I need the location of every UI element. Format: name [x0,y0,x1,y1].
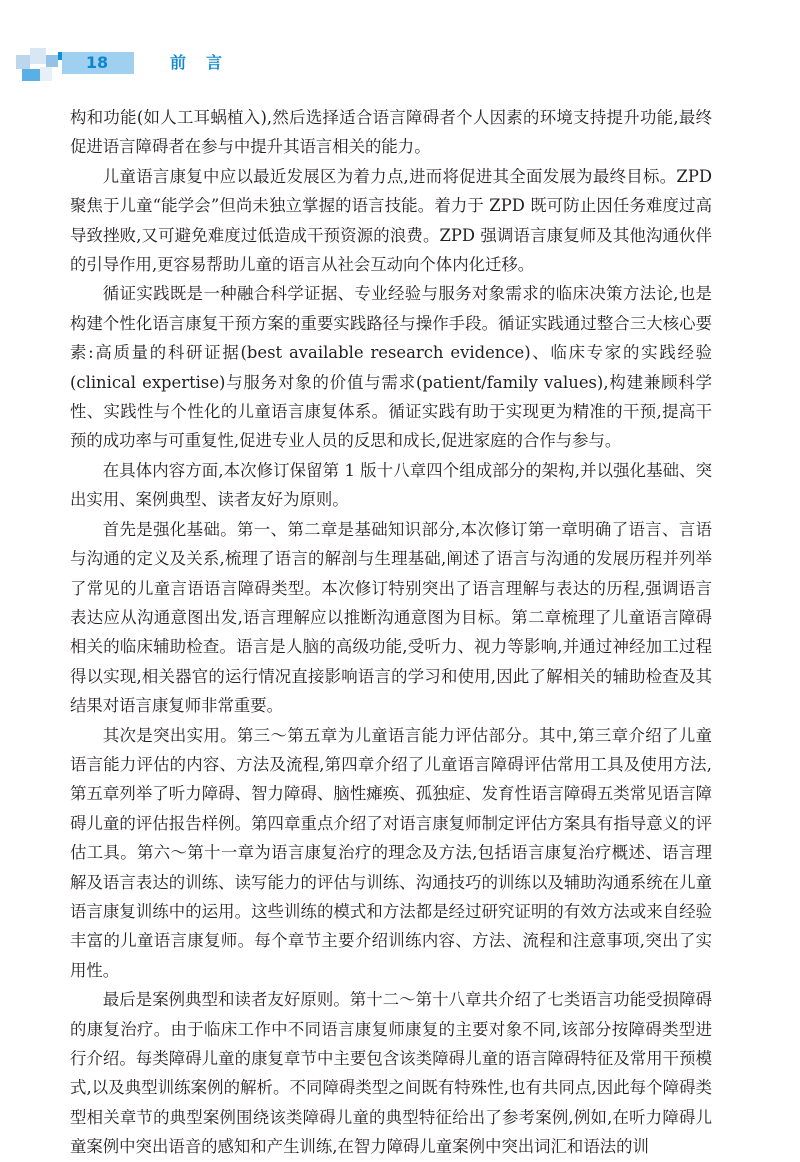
paragraph-evidence-based-practice: 循证实践既是一种融合科学证据、专业经验与服务对象需求的临床决策方法论,也是构建个性化语言康复干预方案的重要实践路径与操作手段。循证实践通过整合三大核心要素:高质量的科研证据(best available research evidence)、临床专家的实践经验(clinical expertise)与服务对象的价值与需求(patient/family values),构建兼顾科学性、实践性与个性化的儿童语言康复体系。循证实践有助于实现更为精准的干预,提高干预的成功率与可重复性,促进专业人员的反思和成长,促进家庭的合作与参与。 [70,284,712,451]
paragraph-revision-principles: 在具体内容方面,本次修订保留第 1 版十八章四个组成部分的架构,并以强化基础、突出实用、案例典型、读者友好为原则。 [70,460,712,510]
body-text [70,103,712,1162]
header-decoration [22,69,40,81]
page-number: 18 [85,53,109,72]
header-decoration [46,55,58,67]
page-header [0,0,800,90]
header-decoration [30,48,46,64]
paragraph-zpd: 儿童语言康复中应以最近发展区为着力点,进而将促进其全面发展为最终目标。ZPD聚焦于儿童“能学会”但尚未独立掌握的语言技能。着力于 ZPD 既可防止因任务难度过高导致挫败,又可避免难度过低造成干预资源的浪费。ZPD 强调语言康复师及其他沟通伙伴的引导作用,更容易帮助儿童的语言从社会互动向个体内化迁移。 [70,166,712,275]
paragraph-strengthen-foundation: 首先是强化基础。第一、第二章是基础知识部分,本次修订第一章明确了语言、言语与沟通的定义及关系,梳理了语言的解剖与生理基础,阐述了语言与沟通的发展历程并列举了常见的儿童言语语言障碍类型。本次修订特别突出了语言理解与表达的历程,强调语言表达应从沟通意图出发,语言理解应以推断沟通意图为目标。第二章梳理了儿童语言障碍相关的临床辅助检查。语言是人脑的高级功能,受听力、视力等影响,并通过神经加工过程得以实现,相关器官的运行情况直接影响语言的学习和使用,因此了解相关的辅助检查及其结果对语言康复师非常重要。 [70,519,712,716]
paragraph-typical-cases: 最后是案例典型和读者友好原则。第十二～第十八章共介绍了七类语言功能受损障碍的康复治疗。由于临床工作中不同语言康复师康复的主要对象不同,该部分按障碍类型进行介绍。每类障碍儿童的康复章节中主要包含该类障碍儿童的语言障碍特征及常用干预模式,以及典型训练案例的解析。不同障碍类型之间既有特殊性,也有共同点,因此每个障碍类型相关章节的典型案例围绕该类障碍儿童的典型特征给出了参考案例,例如,在听力障碍儿童案例中突出语音的感知和产生训练,在智力障碍儿童案例中突出词汇和语法的训 [70,990,712,1157]
section-title: 前言 [170,53,243,72]
header-decoration [16,55,30,69]
paragraph-continuation: 构和功能(如人工耳蜗植入),然后选择适合语言障碍者个人因素的环境支持提升功能,最终促进语言障碍者在参与中提升其语言相关的能力。 [70,108,712,157]
header-decoration [40,67,52,81]
paragraph-practicality: 其次是突出实用。第三～第五章为儿童语言能力评估部分。其中,第三章介绍了儿童语言能力评估的内容、方法及流程,第四章介绍了儿童语言障碍评估常用工具及使用方法,第五章列举了听力障碍、智力障碍、脑性瘫痪、孤独症、发育性语言障碍五类常见语言障碍儿童的评估报告样例。第四章重点介绍了对语言康复师制定评估方案具有指导意义的评估工具。第六～第十一章为语言康复治疗的理念及方法,包括语言康复治疗概述、语言理解及语言表达的训练、读写能力的评估与训练、沟通技巧的训练以及辅助沟通系统在儿童语言康复训练中的运用。这些训练的模式和方法都是经过研究证明的有效方法或来自经验丰富的儿童语言康复师。每个章节主要介绍训练内容、方法、流程和注意事项,突出了实用性。 [70,725,712,980]
